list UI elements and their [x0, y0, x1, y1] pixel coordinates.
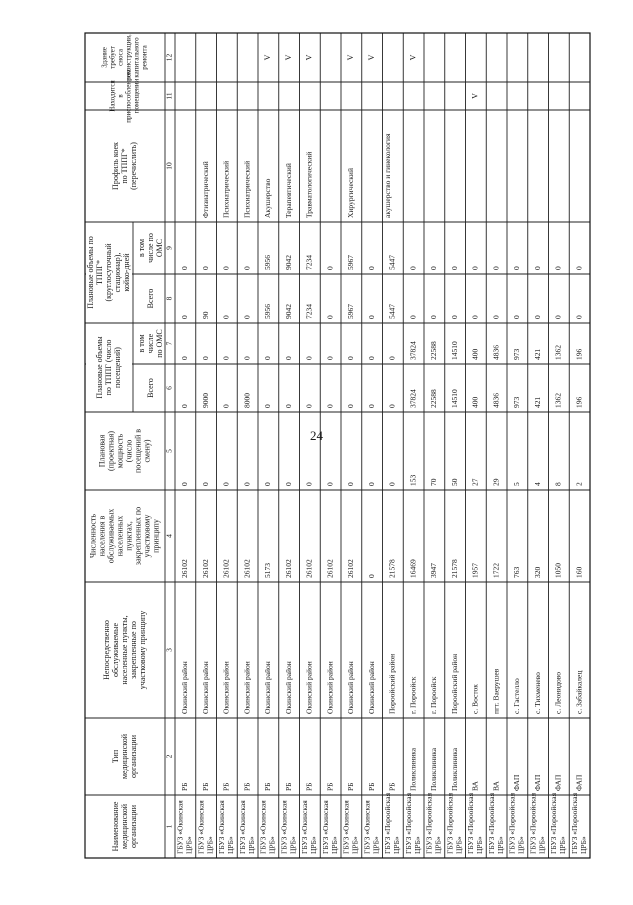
cell-v6: 0	[346, 404, 356, 408]
header-col5: мощность	[115, 433, 125, 469]
cell-v8: 0	[470, 315, 480, 319]
header-col3: населенные пункты,	[119, 615, 129, 685]
header-col9: ОМС	[154, 238, 164, 258]
cell-cap: 153	[408, 474, 418, 486]
cell-type: Поликлиника	[429, 747, 439, 791]
cell-v9: 0	[180, 266, 190, 270]
cell-v9: 5956	[263, 255, 273, 270]
cell-v9: 0	[325, 266, 335, 270]
header-col3: Непосредственно	[101, 620, 111, 680]
cell-cap: 2	[574, 482, 584, 486]
cell-area: Окинский район	[366, 661, 376, 714]
cell-pop: 763	[512, 566, 522, 578]
column-number: 2	[164, 754, 174, 759]
cell-pop: 1722	[491, 563, 501, 578]
cell-v6: 0	[366, 404, 376, 408]
cell-v9: 0	[532, 266, 542, 270]
column-number: 4	[164, 534, 174, 538]
column-number: 9	[164, 246, 174, 250]
cell-v6: 0	[283, 404, 293, 408]
cell-v6: 0	[263, 404, 273, 408]
cell-v6: 22588	[429, 389, 439, 408]
cell-type: ВА	[470, 781, 480, 791]
header-col2: организации	[128, 735, 138, 778]
cell-org-name: ЦРБ»	[558, 836, 568, 854]
cell-v6: 14510	[449, 389, 459, 408]
cell-profile: Фтизиатрический	[200, 161, 210, 218]
cell-v8: 0	[325, 315, 335, 319]
cell-v7: 0	[180, 356, 190, 360]
cell-cap: 0	[387, 482, 397, 486]
header-col4: населения в	[97, 515, 107, 557]
cell-v7: 400	[470, 348, 480, 360]
cell-v7: 0	[200, 356, 210, 360]
cell-org-name: ГБУЗ «Пороойская	[424, 792, 434, 854]
cell-v8: 5447	[387, 304, 397, 319]
cell-c12-mark: V	[408, 54, 418, 61]
cell-v9: 5447	[387, 255, 397, 270]
cell-v7: 0	[387, 356, 397, 360]
cell-v7: 4836	[491, 345, 501, 360]
header-col5: (число	[124, 439, 134, 463]
cell-type: РБ	[242, 782, 252, 791]
header-col7: в том	[136, 334, 146, 353]
cell-v7: 22588	[429, 341, 439, 360]
cell-v6: 0	[180, 404, 190, 408]
header-group-tppg-beds: стационар),	[112, 252, 122, 293]
cell-org-name: ЦРБ»	[329, 836, 339, 854]
cell-type: ФАП	[574, 774, 584, 791]
cell-org-name: ЦРБ»	[184, 836, 194, 854]
header-col1: организации	[128, 805, 138, 848]
cell-org-name: ГБУЗ «Окинская	[300, 800, 310, 854]
cell-cap: 0	[366, 482, 376, 486]
cell-area: Окинский район	[325, 661, 335, 714]
cell-org-name: ЦРБ»	[246, 836, 256, 854]
cell-org-name: ГБУЗ «Пороойская	[549, 792, 559, 854]
cell-pop: 0	[366, 574, 376, 578]
header-col11: в	[116, 94, 125, 98]
header-col1: медицинской	[119, 803, 129, 850]
cell-v9: 0	[200, 266, 210, 270]
cell-area: с. Восток	[470, 684, 480, 714]
cell-v6: 421	[532, 396, 542, 408]
header-col5: (проектная)	[106, 430, 116, 472]
cell-c11-mark: V	[470, 93, 480, 99]
cell-v6: 0	[221, 404, 231, 408]
header-col10: (перечислить)	[128, 142, 138, 190]
cell-cap: 4	[532, 482, 542, 486]
header-col9: в том	[136, 238, 146, 258]
header-col8: Всего	[145, 288, 155, 309]
cell-area: Окинский район	[180, 661, 190, 714]
cell-org-name: ГБУЗ «Окинская	[362, 800, 372, 854]
cell-cap: 0	[346, 482, 356, 486]
cell-org-name: ЦРБ»	[537, 836, 547, 854]
cell-area: г. Пороойск	[408, 676, 418, 714]
cell-v9: 0	[449, 266, 459, 270]
column-number: 8	[164, 296, 174, 301]
cell-c12-mark: V	[304, 54, 314, 61]
cell-org-name: ЦРБ»	[412, 836, 422, 854]
column-number: 7	[164, 341, 174, 346]
header-col4: обслуживаемых	[106, 508, 116, 564]
header-col4: участковому	[142, 514, 152, 558]
cell-pop: 26102	[346, 559, 356, 578]
cell-type: РБ	[200, 782, 210, 791]
cell-pop: 1957	[470, 563, 480, 578]
cell-v7: 0	[283, 356, 293, 360]
header-col11: приспособленном	[124, 69, 133, 123]
header-col2: Тип	[110, 749, 120, 764]
cell-cap: 0	[283, 482, 293, 486]
cell-type: РБ	[304, 782, 314, 791]
cell-cap: 50	[449, 478, 459, 486]
cell-v8: 0	[221, 315, 231, 319]
cell-org-name: ГБУЗ «Пороойская	[569, 792, 579, 854]
cell-pop: 320	[532, 566, 542, 578]
cell-org-name: ЦРБ»	[309, 836, 319, 854]
cell-c12-mark: V	[346, 54, 356, 61]
cell-cap: 5	[512, 482, 522, 486]
cell-profile: Психиатрический	[242, 160, 252, 218]
cell-org-name: ГБУЗ «Окинская	[237, 800, 247, 854]
cell-type: РБ	[325, 782, 335, 791]
cell-v8: 0	[180, 315, 190, 319]
cell-v8: 0	[532, 315, 542, 319]
cell-org-name: ГБУЗ «Окинская	[217, 800, 227, 854]
cell-type: ФАП	[512, 774, 522, 791]
cell-v8: 7234	[304, 304, 314, 319]
cell-org-name: ЦРБ»	[205, 836, 215, 854]
cell-v8: 0	[553, 315, 563, 319]
cell-org-name: ЦРБ»	[475, 836, 485, 854]
cell-org-name: ЦРБ»	[433, 836, 443, 854]
cell-type: ФАП	[553, 774, 563, 791]
cell-org-name: ГБУЗ «Окинская	[341, 800, 351, 854]
cell-type: ФАП	[532, 774, 542, 791]
cell-v8: 0	[449, 315, 459, 319]
cell-type: РБ	[180, 782, 190, 791]
cell-org-name: ГБУЗ «Окинская	[196, 800, 206, 854]
cell-area: с. Тихменево	[532, 672, 542, 714]
cell-org-name: ЦРБ»	[350, 836, 360, 854]
cell-org-name: ЦРБ»	[288, 836, 298, 854]
column-number: 10	[164, 162, 174, 170]
header-col12: требует	[108, 46, 117, 69]
cell-pop: 5173	[263, 563, 273, 578]
cell-v8: 0	[574, 315, 584, 319]
cell-org-name: ГБУЗ «Пороойская	[486, 792, 496, 854]
cell-pop: 3947	[429, 563, 439, 578]
cell-org-name: ЦРБ»	[516, 836, 526, 854]
cell-v8: 0	[242, 315, 252, 319]
cell-v7: 0	[366, 356, 376, 360]
cell-profile: Психиатрический	[221, 160, 231, 218]
cell-v8: 5956	[263, 304, 273, 319]
header-col5: посещений в	[133, 428, 143, 474]
cell-org-name: ГБУЗ «Пороойская	[445, 792, 455, 854]
cell-cap: 29	[491, 478, 501, 486]
cell-org-name: ГБУЗ «Окинская	[279, 800, 289, 854]
cell-profile: Терапевтический	[283, 163, 293, 218]
cell-v6: 9000	[200, 393, 210, 408]
cell-pop: 1050	[553, 563, 563, 578]
header-col3: обслуживаемые	[110, 622, 120, 678]
cell-cap: 0	[180, 482, 190, 486]
cell-type: Поликлиника	[408, 747, 418, 791]
cell-cap: 70	[429, 478, 439, 486]
header-col4: закрепленных по	[133, 506, 143, 566]
cell-type: РБ	[387, 782, 397, 791]
header-col12: ремонта	[140, 45, 149, 70]
cell-profile: Хирургический	[346, 168, 356, 218]
cell-v7: 37824	[408, 341, 418, 360]
cell-v7: 196	[574, 348, 584, 360]
header-group-tppg-beds: ТППГ*	[94, 259, 104, 286]
cell-cap: 0	[242, 482, 252, 486]
cell-v9: 9042	[283, 255, 293, 270]
cell-v7: 0	[325, 356, 335, 360]
cell-type: Поликлиника	[449, 747, 459, 791]
cell-org-name: ЦРБ»	[392, 836, 402, 854]
cell-area: с. Забайкалец	[574, 670, 584, 714]
cell-v8: 9042	[283, 304, 293, 319]
cell-v7: 0	[221, 356, 231, 360]
cell-v9: 0	[429, 266, 439, 270]
cell-v9: 0	[242, 266, 252, 270]
cell-area: пгт. Ваерушев	[491, 668, 501, 714]
header-col12: капитального	[132, 37, 141, 78]
cell-profile: Акушерство	[263, 178, 273, 218]
cell-area: Окинский район	[283, 661, 293, 714]
cell-v6: 8000	[242, 393, 252, 408]
cell-area: с. Гастелло	[512, 678, 522, 714]
header-group-tppg-visits: Плановые объемы	[94, 336, 104, 399]
cell-v8: 0	[491, 315, 501, 319]
column-number: 3	[164, 648, 174, 652]
cell-area: с. Леонидово	[553, 671, 563, 714]
cell-v9: 0	[408, 266, 418, 270]
cell-org-name: ГБУЗ «Окинская	[320, 800, 330, 854]
cell-c12-mark: V	[366, 54, 376, 61]
cell-pop: 16469	[408, 559, 418, 578]
header-col6: Всего	[145, 378, 155, 398]
cell-cap: 0	[221, 482, 231, 486]
cell-v9: 7234	[304, 255, 314, 270]
cell-v6: 0	[325, 404, 335, 408]
cell-v6: 4836	[491, 393, 501, 408]
cell-org-name: ЦРБ»	[226, 836, 236, 854]
column-number: 12	[164, 53, 174, 62]
cell-pop: 26102	[304, 559, 314, 578]
header-group-tppg-beds: Плановые объемы по	[85, 236, 95, 309]
cell-type: РБ	[283, 782, 293, 791]
cell-area: Окинский район	[263, 661, 273, 714]
header-col10: Профиль коек	[110, 142, 120, 190]
cell-v8: 0	[408, 315, 418, 319]
cell-v6: 973	[512, 396, 522, 408]
cell-v7: 0	[304, 356, 314, 360]
cell-profile: Травматологический	[304, 151, 314, 218]
cell-area: Окинский район	[242, 661, 252, 714]
cell-cap: 8	[553, 482, 563, 486]
cell-cap: 0	[325, 482, 335, 486]
cell-type: РБ	[346, 782, 356, 791]
cell-v7: 973	[512, 348, 522, 360]
cell-area: Окинский район	[346, 661, 356, 714]
header-col9: числе по	[145, 233, 155, 263]
cell-v9: 0	[491, 266, 501, 270]
header-col5: смену)	[142, 439, 152, 463]
header-col11: помещении	[132, 78, 141, 114]
cell-area: Окинский район	[304, 661, 314, 714]
cell-org-name: ГБУЗ «Пороойская	[466, 792, 476, 854]
cell-org-name: ЦРБ»	[495, 836, 505, 854]
header-col7: по ОМС	[154, 329, 164, 358]
page-number: 24	[310, 428, 323, 443]
header-col1: Наименование	[110, 801, 120, 852]
column-number: 5	[164, 449, 174, 453]
cell-org-name: ГБУЗ «Окинская	[175, 800, 185, 854]
cell-org-name: ГБУЗ «Пороойская	[507, 792, 517, 854]
cell-cap: 0	[263, 482, 273, 486]
cell-v8: 0	[512, 315, 522, 319]
cell-pop: 26102	[200, 559, 210, 578]
header-col12: реконструкции,	[124, 34, 133, 81]
header-group-tppg-visits: посещений)	[112, 347, 122, 388]
cell-type: РБ	[263, 782, 273, 791]
cell-org-name: ЦРБ»	[267, 836, 277, 854]
cell-org-name: ГБУЗ «Пороойская	[383, 792, 393, 854]
cell-type: ВА	[491, 781, 501, 791]
header-col2: медицинской	[119, 733, 129, 780]
cell-v9: 0	[553, 266, 563, 270]
header-col4: населенных	[115, 515, 125, 557]
cell-c12-mark: V	[283, 54, 293, 61]
cell-cap: 0	[200, 482, 210, 486]
cell-v7: 14510	[449, 341, 459, 360]
cell-pop: 21578	[449, 559, 459, 578]
cell-type: РБ	[221, 782, 231, 791]
header-col7: числе	[145, 333, 155, 354]
cell-v8: 0	[366, 315, 376, 319]
column-number: 1	[164, 824, 174, 829]
cell-v9: 0	[512, 266, 522, 270]
cell-area: Пороойский район	[449, 653, 459, 714]
cell-org-name: ГБУЗ «Окинская	[258, 800, 268, 854]
cell-org-name: ЦРБ»	[454, 836, 464, 854]
cell-pop: 26102	[221, 559, 231, 578]
cell-pop: 26102	[242, 559, 252, 578]
header-col11: Находится	[108, 80, 117, 112]
cell-pop: 26102	[325, 559, 335, 578]
cell-v8: 5967	[346, 304, 356, 319]
cell-area: Окинский район	[200, 661, 210, 714]
cell-cap: 0	[304, 482, 314, 486]
header-col10: по ТППГ*	[119, 148, 129, 184]
cell-org-name: ГБУЗ «Пороойская	[403, 792, 413, 854]
cell-v9: 0	[366, 266, 376, 270]
table-border	[85, 33, 590, 858]
column-number: 6	[164, 386, 174, 390]
cell-v7: 0	[263, 356, 273, 360]
header-col5: Плановая	[97, 434, 107, 468]
cell-v8: 0	[429, 315, 439, 319]
header-col3: участковому принципу	[137, 610, 147, 690]
cell-v9: 0	[221, 266, 231, 270]
cell-profile: акушерство и гинекология	[383, 133, 393, 218]
header-group-tppg-visits: по ТППГ (число	[103, 339, 113, 396]
cell-v7: 0	[242, 356, 252, 360]
cell-v6: 37824	[408, 389, 418, 408]
cell-type: РБ	[366, 782, 376, 791]
cell-v6: 1362	[553, 393, 563, 408]
header-group-tppg-beds: койко-дней	[121, 253, 131, 292]
header-col3: закрепленные по	[128, 621, 138, 679]
header-col4: Численность	[88, 513, 98, 559]
header-group-tppg-beds: (круглосуточный	[103, 243, 113, 302]
cell-v6: 0	[387, 404, 397, 408]
cell-v7: 421	[532, 348, 542, 360]
cell-v9: 0	[574, 266, 584, 270]
cell-v7: 0	[346, 356, 356, 360]
cell-v9: 0	[470, 266, 480, 270]
cell-area: Окинский район	[221, 661, 231, 714]
cell-org-name: ЦРБ»	[578, 836, 588, 854]
cell-pop: 21578	[387, 559, 397, 578]
cell-v6: 400	[470, 396, 480, 408]
header-col12: Здание	[100, 47, 109, 68]
cell-v9: 5967	[346, 255, 356, 270]
cell-c12-mark: V	[263, 54, 273, 61]
cell-pop: 26102	[283, 559, 293, 578]
cell-v6: 196	[574, 396, 584, 408]
header-col12: сноса	[116, 49, 125, 66]
cell-cap: 27	[470, 478, 480, 486]
column-number: 11	[164, 92, 174, 100]
cell-org-name: ГБУЗ «Пороойская	[528, 792, 538, 854]
cell-pop: 160	[574, 566, 584, 578]
cell-pop: 26102	[180, 559, 190, 578]
cell-v7: 1362	[553, 345, 563, 360]
cell-v8: 90	[200, 311, 210, 319]
cell-v6: 0	[304, 404, 314, 408]
header-col4: принципу	[151, 519, 161, 553]
cell-area: г. Пороойск	[429, 676, 439, 714]
header-col4: пунктах,	[124, 521, 134, 551]
cell-area: Пороойский район	[387, 653, 397, 714]
cell-org-name: ЦРБ»	[371, 836, 381, 854]
